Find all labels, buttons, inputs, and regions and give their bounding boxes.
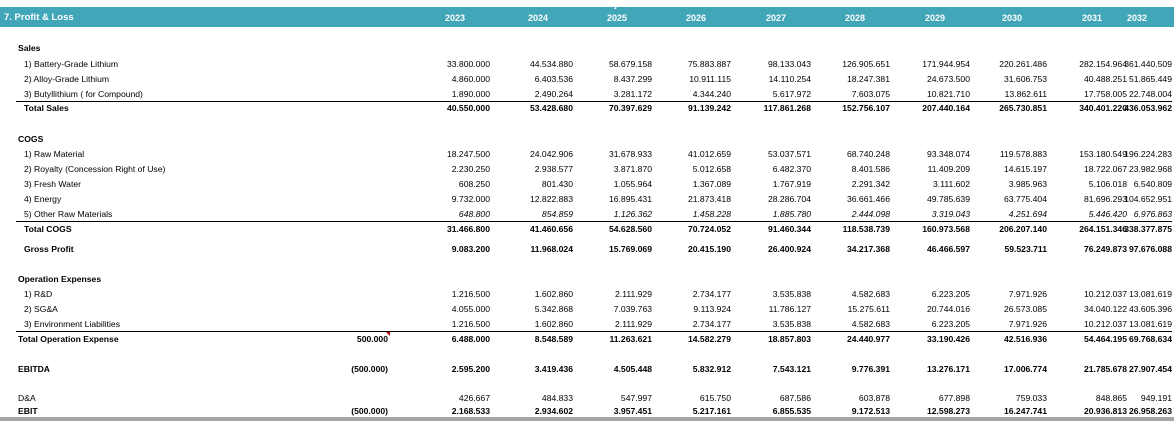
cell-value[interactable]: 40.550.000 [446, 103, 490, 113]
cell-value[interactable]: 3.871.870 [613, 164, 652, 174]
cell-value[interactable]: 20.744.016 [926, 304, 970, 314]
cell-value[interactable]: 40.488.251 [1083, 74, 1127, 84]
row-label: 3) Fresh Water [24, 179, 81, 189]
cell-value[interactable]: 70.724.052 [687, 224, 731, 234]
row-label: 2) Alloy-Grade Lithium [24, 74, 110, 84]
cell-value[interactable]: 5.832.912 [692, 364, 731, 374]
cell-value[interactable]: 21.873.418 [687, 194, 731, 204]
cell-value[interactable]: 2.111.929 [615, 319, 652, 329]
cell-value[interactable]: 18.247.500 [446, 149, 490, 159]
year-header: 2024 [527, 13, 548, 23]
row-label: 1) Battery-Grade Lithium [24, 59, 119, 69]
cell-value[interactable]: 426.667 [458, 393, 490, 403]
row-label: 3) Butyllithium ( for Compound) [24, 89, 143, 99]
cell-value[interactable]: 4.055.000 [451, 304, 490, 314]
cell-value[interactable]: 436.053.962 [1124, 103, 1172, 113]
cell-value[interactable]: 3.281.172 [613, 89, 652, 99]
cell-value[interactable]: 608.250 [458, 179, 490, 189]
cell-value[interactable]: 1.890.000 [451, 89, 490, 99]
cell-value[interactable]: 70.397.629 [608, 103, 652, 113]
cell-value[interactable]: 15.275.611 [847, 304, 890, 314]
cell-value[interactable]: 4.344.240 [692, 89, 731, 99]
cell-value[interactable]: 6.855.535 [772, 406, 811, 416]
pre-period-value[interactable]: (500.000) [351, 364, 388, 374]
cell-value[interactable]: 58.679.158 [608, 59, 652, 69]
cell-value[interactable]: 51.865.449 [1128, 74, 1172, 84]
cell-value[interactable]: 8.548.589 [534, 334, 573, 344]
cell-value[interactable]: 6.223.205 [931, 319, 970, 329]
cell-value[interactable]: 206.207.140 [999, 224, 1047, 234]
cell-value[interactable]: 1.602.860 [534, 289, 573, 299]
row-label: Sales [18, 43, 41, 53]
cell-value[interactable]: 24.673.500 [926, 74, 970, 84]
cell-value[interactable]: 5.446.420 [1088, 209, 1127, 219]
cell-value[interactable]: 68.740.248 [846, 149, 890, 159]
cell-value[interactable]: 119.578.883 [999, 149, 1047, 159]
cell-value[interactable]: 9.732.000 [451, 194, 490, 204]
cell-value[interactable]: 98.133.043 [767, 59, 811, 69]
cell-value[interactable]: 3.535.838 [772, 319, 811, 329]
cell-value[interactable]: 2.291.342 [851, 179, 890, 189]
cell-value[interactable]: 59.523.711 [1004, 244, 1047, 254]
comment-marker-icon[interactable] [386, 332, 390, 336]
cell-value[interactable]: 6.976.863 [1133, 209, 1172, 219]
cell-value[interactable]: 53.428.680 [529, 103, 573, 113]
cell-value[interactable]: 9.083.200 [451, 244, 490, 254]
cell-value[interactable]: 18.247.381 [846, 74, 890, 84]
cell-value[interactable]: 340.401.220 [1079, 103, 1127, 113]
cell-value[interactable]: 854.859 [541, 209, 573, 219]
cell-value[interactable]: 10.212.037 [1083, 319, 1127, 329]
year-header: 2030 [1001, 13, 1022, 23]
cell-value[interactable]: 10.212.037 [1083, 289, 1127, 299]
cell-value[interactable]: 81.696.293 [1083, 194, 1127, 204]
cell-value[interactable]: 4.860.000 [451, 74, 490, 84]
cell-value[interactable]: 11.968.024 [530, 244, 573, 254]
cell-value[interactable]: 1.885.780 [772, 209, 811, 219]
cell-value[interactable]: 4.582.683 [851, 289, 890, 299]
cell-value[interactable]: 26.573.085 [1003, 304, 1047, 314]
cell-value[interactable]: 13.276.171 [926, 364, 970, 374]
cell-value[interactable]: 22.748.004 [1128, 89, 1172, 99]
cell-value[interactable]: 12.598.273 [926, 406, 970, 416]
cell-value[interactable]: 160.973.568 [922, 224, 970, 234]
cell-value[interactable]: 75.883.887 [687, 59, 731, 69]
cell-value[interactable]: 1.216.500 [451, 319, 490, 329]
cell-value[interactable]: 11.409.209 [927, 164, 970, 174]
cell-value[interactable]: 26.958.263 [1128, 406, 1172, 416]
row-label: Operation Expenses [18, 274, 102, 284]
cell-value[interactable]: 34.040.122 [1083, 304, 1127, 314]
year-header: 2025 [606, 13, 627, 23]
row-label: Total COGS [24, 224, 72, 234]
cell-value[interactable]: 23.982.968 [1128, 164, 1172, 174]
cell-value[interactable]: 2.938.577 [534, 164, 573, 174]
cell-value[interactable]: 91.460.344 [767, 224, 811, 234]
cell-value[interactable]: 42.516.936 [1003, 334, 1047, 344]
cell-value[interactable]: 1.367.089 [692, 179, 731, 189]
cell-value[interactable]: 7.039.763 [613, 304, 652, 314]
cell-value[interactable]: 31.606.753 [1003, 74, 1047, 84]
cell-value[interactable]: 54.628.560 [608, 224, 652, 234]
year-header: 2028 [844, 13, 865, 23]
cell-value[interactable]: 31.678.933 [608, 149, 652, 159]
scrollbar-track[interactable] [0, 417, 1174, 421]
cell-value[interactable]: 118.538.739 [842, 224, 890, 234]
cell-value[interactable]: 2.230.250 [451, 164, 490, 174]
cell-value[interactable]: 7.603.075 [851, 89, 890, 99]
cell-value[interactable]: 7.971.926 [1008, 319, 1047, 329]
row-label: 2) Royalty (Concession Right of Use) [24, 164, 166, 174]
cell-value[interactable]: 603.878 [858, 393, 890, 403]
cell-value[interactable]: 46.466.597 [926, 244, 970, 254]
cell-value[interactable]: 43.605.396 [1128, 304, 1172, 314]
cell-value[interactable]: 126.905.651 [842, 59, 890, 69]
cell-value[interactable]: 26.400.924 [767, 244, 811, 254]
row-label: 5) Other Raw Materials [24, 209, 113, 219]
cell-value[interactable]: 677.898 [938, 393, 970, 403]
cell-value[interactable]: 1.767.919 [772, 179, 811, 189]
cell-value[interactable]: 1.216.500 [451, 289, 490, 299]
cell-value[interactable]: 18.857.803 [767, 334, 811, 344]
cell-value[interactable]: 16.895.431 [608, 194, 652, 204]
cell-value[interactable]: 3.985.963 [1008, 179, 1047, 189]
cell-value[interactable]: 15.769.069 [608, 244, 652, 254]
cell-value[interactable]: 1.602.860 [534, 319, 573, 329]
cell-value[interactable]: 104.652.951 [1124, 194, 1172, 204]
cell-value[interactable]: 33.800.000 [446, 59, 490, 69]
cell-value[interactable]: 6.223.205 [931, 289, 970, 299]
cell-value[interactable]: 5.106.018 [1088, 179, 1127, 189]
year-header: 2026 [685, 13, 706, 23]
cell-value[interactable]: 11.786.127 [768, 304, 811, 314]
total-underline [16, 331, 1172, 332]
cell-value[interactable]: 24.042.906 [529, 149, 573, 159]
cell-value[interactable]: 54.464.195 [1083, 334, 1127, 344]
cell-value[interactable]: 207.440.164 [922, 103, 970, 113]
cell-value[interactable]: 41.460.656 [529, 224, 573, 234]
cell-value[interactable]: 16.247.741 [1003, 406, 1047, 416]
cell-value[interactable]: 31.466.800 [446, 224, 490, 234]
cell-value[interactable]: 5.012.658 [692, 164, 731, 174]
total-underline [16, 101, 1172, 102]
cell-value[interactable]: 7.971.926 [1008, 289, 1047, 299]
cell-value[interactable]: 9.113.924 [693, 304, 731, 314]
row-label: D&A [18, 393, 36, 403]
cell-value[interactable]: 18.722.067 [1083, 164, 1127, 174]
row-label: COGS [18, 134, 44, 144]
cell-value[interactable]: 14.110.254 [768, 74, 811, 84]
cell-value[interactable]: 759.033 [1015, 393, 1047, 403]
cell-value[interactable]: 196.224.283 [1124, 149, 1172, 159]
cell-value[interactable]: 801.430 [541, 179, 573, 189]
cell-value[interactable]: 264.151.346 [1079, 224, 1127, 234]
cell-value[interactable]: 338.377.875 [1124, 224, 1172, 234]
cell-value[interactable]: 265.730.851 [999, 103, 1047, 113]
cell-value[interactable]: 3.535.838 [772, 289, 811, 299]
cell-value[interactable]: 53.037.571 [767, 149, 811, 159]
cell-value[interactable]: 153.180.549 [1079, 149, 1127, 159]
cell-value[interactable]: 20.936.813 [1083, 406, 1127, 416]
cell-value[interactable]: 547.997 [620, 393, 652, 403]
cell-value[interactable]: 27.907.454 [1128, 364, 1172, 374]
cell-value[interactable]: 2.444.098 [851, 209, 890, 219]
cell-value[interactable]: 220.261.486 [999, 59, 1047, 69]
row-label: 1) Raw Material [24, 149, 85, 159]
cell-value[interactable]: 33.190.426 [926, 334, 970, 344]
cell-value[interactable]: 93.348.074 [926, 149, 970, 159]
cell-value[interactable]: 69.768.634 [1128, 334, 1172, 344]
cell-value[interactable]: 615.750 [699, 393, 731, 403]
cell-value[interactable]: 3.419.436 [534, 364, 573, 374]
row-label: Total Sales [24, 103, 69, 113]
cell-value[interactable]: 13.081.619 [1128, 319, 1172, 329]
cell-value[interactable]: 9.776.391 [851, 364, 890, 374]
cell-value[interactable]: 4.251.694 [1008, 209, 1047, 219]
cell-value[interactable]: 4.505.448 [613, 364, 652, 374]
cell-value[interactable]: 21.785.678 [1083, 364, 1127, 374]
year-header: 2031 [1081, 13, 1102, 23]
cell-value[interactable]: 17.006.774 [1003, 364, 1047, 374]
row-label: Gross Profit [24, 244, 74, 254]
cell-value[interactable]: 7.543.121 [772, 364, 811, 374]
cell-value[interactable]: 361.440.509 [1124, 59, 1172, 69]
row-label: 1) R&D [24, 289, 53, 299]
projected-label: Projected [599, 0, 641, 9]
cell-value[interactable]: 3.957.451 [613, 406, 652, 416]
cell-value[interactable]: 5.217.161 [692, 406, 731, 416]
header-bar [0, 7, 1174, 27]
cell-value[interactable]: 6.403.536 [534, 74, 573, 84]
cell-value[interactable]: 2.168.533 [451, 406, 490, 416]
cell-value[interactable]: 20.415.190 [687, 244, 731, 254]
pre-period-value[interactable]: 500.000 [356, 334, 388, 344]
cell-value[interactable]: 484.833 [541, 393, 573, 403]
cell-value[interactable]: 5.617.972 [772, 89, 811, 99]
row-label: EBIT [18, 406, 38, 416]
pre-period-value[interactable]: (500.000) [351, 406, 388, 416]
cell-value[interactable]: 14.582.279 [687, 334, 731, 344]
cell-value[interactable]: 6.540.809 [1133, 179, 1172, 189]
cell-value[interactable]: 152.756.107 [842, 103, 890, 113]
cell-value[interactable]: 10.821.710 [926, 89, 970, 99]
cell-value[interactable]: 5.342.868 [534, 304, 573, 314]
cell-value[interactable]: 14.615.197 [1003, 164, 1047, 174]
cell-value[interactable]: 2.595.200 [451, 364, 490, 374]
cell-value[interactable]: 6.482.370 [772, 164, 811, 174]
cell-value[interactable]: 44.534.880 [529, 59, 573, 69]
sheet-title: 7. Profit & Loss [4, 12, 74, 23]
cell-value[interactable]: 13.081.619 [1128, 289, 1172, 299]
cell-value[interactable]: 76.249.873 [1083, 244, 1127, 254]
cell-value[interactable]: 28.286.704 [767, 194, 811, 204]
cell-value[interactable]: 848.865 [1095, 393, 1127, 403]
cell-value[interactable]: 687.586 [779, 393, 811, 403]
cell-value[interactable]: 9.172.513 [851, 406, 890, 416]
cell-value[interactable]: 2.734.177 [692, 319, 731, 329]
row-label: 2) SG&A [24, 304, 58, 314]
row-label: 3) Environment Liabilities [24, 319, 121, 329]
cell-value[interactable]: 41.012.659 [687, 149, 731, 159]
cell-value[interactable]: 10.911.115 [689, 74, 731, 84]
cell-value[interactable]: 2.934.602 [534, 406, 573, 416]
row-label: Total Operation Expense [18, 334, 119, 344]
cell-value[interactable]: 2.490.264 [534, 89, 573, 99]
cell-value[interactable]: 8.401.586 [851, 164, 890, 174]
year-header: 2023 [444, 13, 465, 23]
cell-value[interactable]: 17.758.005 [1083, 89, 1127, 99]
cell-value[interactable]: 91.139.242 [687, 103, 731, 113]
cell-value[interactable]: 171.944.954 [922, 59, 970, 69]
year-header: 2027 [765, 13, 786, 23]
row-label: 4) Energy [24, 194, 62, 204]
cell-value[interactable]: 63.775.404 [1003, 194, 1047, 204]
cell-value[interactable]: 49.785.639 [926, 194, 970, 204]
total-underline [16, 221, 1172, 222]
year-header: 2029 [924, 13, 945, 23]
cell-value[interactable]: 6.488.000 [451, 334, 490, 344]
cell-value[interactable]: 24.440.977 [846, 334, 890, 344]
cell-value[interactable]: 1.126.362 [613, 209, 652, 219]
cell-value[interactable]: 3.111.602 [933, 179, 970, 189]
cell-value[interactable]: 117.861.268 [763, 103, 811, 113]
row-label: EBITDA [18, 364, 50, 374]
cell-value[interactable]: 1.458.228 [692, 209, 731, 219]
cell-value[interactable]: 97.676.088 [1128, 244, 1172, 254]
cell-value[interactable]: 648.800 [458, 209, 490, 219]
year-header: 2032 [1126, 13, 1147, 23]
cell-value[interactable]: 949.191 [1140, 393, 1172, 403]
cell-value[interactable]: 3.319.043 [931, 209, 970, 219]
cell-value[interactable]: 13.862.611 [1004, 89, 1047, 99]
cell-value[interactable]: 4.582.683 [851, 319, 890, 329]
cell-value[interactable]: 36.661.466 [846, 194, 890, 204]
cell-value[interactable]: 282.154.964 [1079, 59, 1127, 69]
cell-value[interactable]: 11.263.621 [609, 334, 652, 344]
cell-value[interactable]: 2.734.177 [692, 289, 731, 299]
cell-value[interactable]: 1.055.964 [613, 179, 652, 189]
cell-value[interactable]: 8.437.299 [613, 74, 652, 84]
cell-value[interactable]: 12.822.883 [529, 194, 573, 204]
cell-value[interactable]: 2.111.929 [615, 289, 652, 299]
cell-value[interactable]: 34.217.368 [846, 244, 890, 254]
